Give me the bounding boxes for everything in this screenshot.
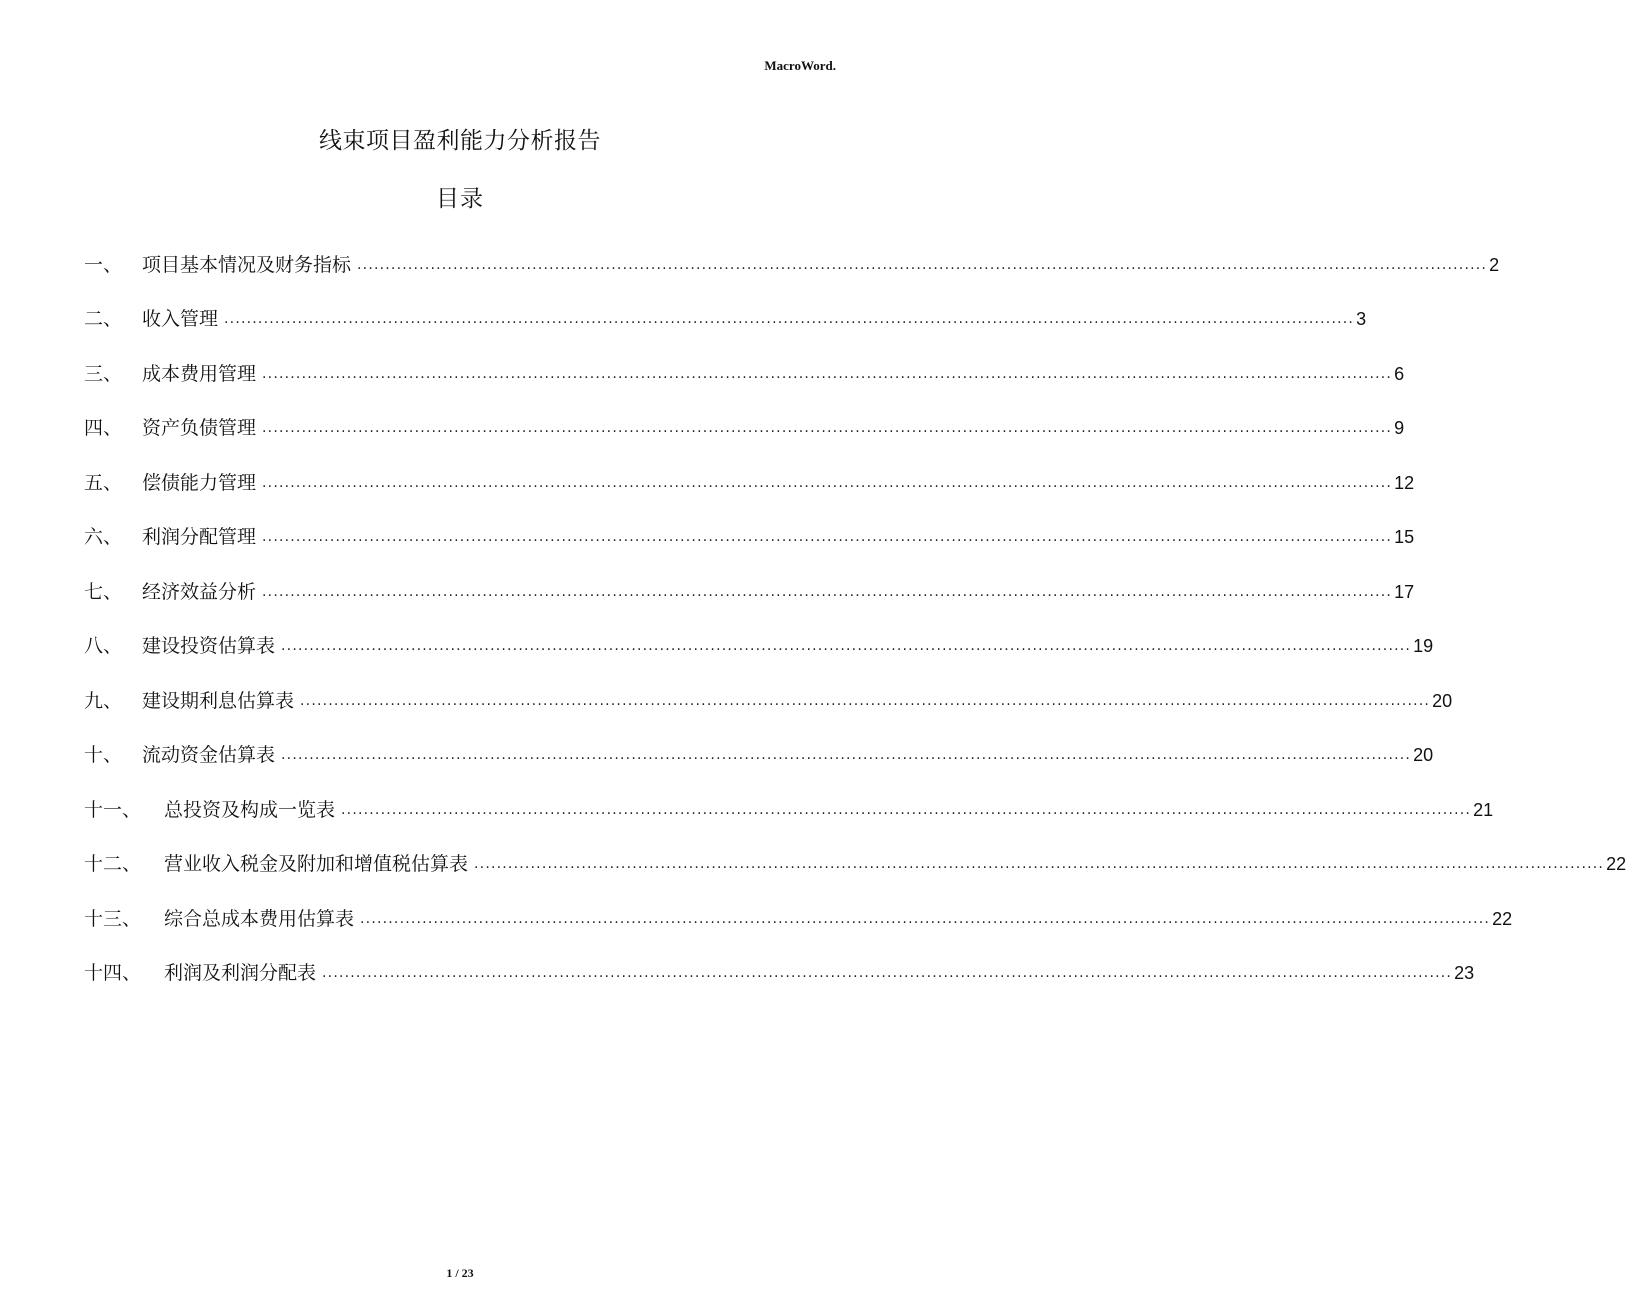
toc-item-title: 经济效益分析 (142, 580, 257, 603)
toc-item-page: 20 (1413, 745, 1434, 765)
toc-item-number: 八、 (84, 635, 123, 657)
toc-dot-leader: ........................................................................................................................................................................................................ (262, 583, 1393, 600)
toc-item-number: 七、 (84, 580, 123, 603)
toc-dot-leader: ........................................................................................................................................................................................................ (474, 856, 1605, 872)
toc-item-page: 3 (1356, 309, 1367, 329)
toc-item-title: 成本费用管理 (142, 362, 257, 385)
toc-item-page: 19 (1413, 636, 1434, 656)
toc-item-title: 流动资金估算表 (142, 744, 276, 766)
toc-item-title: 项目基本情况及财务指标 (142, 253, 352, 276)
toc-dot-leader: ........................................................................................................................................................................................................ (262, 474, 1393, 491)
toc-item-page: 22 (1606, 854, 1626, 874)
toc-item-number: 二、 (84, 308, 123, 330)
toc-item-page: 9 (1394, 418, 1405, 438)
toc-item-11[interactable] (84, 775, 1494, 830)
toc-item-2[interactable] (84, 285, 1367, 340)
toc-item-12[interactable] (84, 830, 1626, 885)
toc-item-10[interactable] (84, 721, 1434, 776)
toc-item-6[interactable] (84, 503, 1415, 558)
toc-dot-leader: ........................................................................................................................................................................................................ (281, 638, 1412, 654)
toc-item-title: 资产负债管理 (142, 417, 257, 439)
toc-item-7[interactable] (84, 557, 1415, 612)
toc-item-title: 偿债能力管理 (142, 471, 257, 494)
toc-item-number: 一、 (84, 253, 123, 276)
toc-item-number: 十二、 (84, 853, 142, 875)
toc-dot-leader: ........................................................................................................................................................................................................ (262, 365, 1393, 382)
toc-item-number: 三、 (84, 362, 123, 385)
toc-heading: 目录 (436, 186, 484, 212)
toc-dot-leader: ........................................................................................................................................................................................................ (300, 692, 1431, 709)
toc-item-title: 建设投资估算表 (142, 635, 276, 657)
toc-item-5[interactable] (84, 448, 1415, 503)
toc-dot-leader: ........................................................................................................................................................................................................ (357, 256, 1488, 273)
toc-item-title: 收入管理 (142, 308, 219, 330)
toc-item-number: 九、 (84, 689, 123, 712)
toc-item-page: 22 (1492, 908, 1513, 929)
toc-item-title: 营业收入税金及附加和增值税估算表 (164, 853, 469, 875)
header-brand: MacroWord. (764, 58, 836, 73)
toc-item-page: 2 (1489, 254, 1500, 275)
toc-dot-leader: ........................................................................................................................................................................................................ (281, 747, 1412, 763)
table-of-contents (84, 230, 1626, 993)
toc-item-number: 四、 (84, 417, 123, 439)
toc-item-4[interactable] (84, 394, 1405, 449)
toc-dot-leader: ........................................................................................................................................................................................................ (224, 311, 1355, 327)
toc-item-page: 17 (1394, 581, 1415, 602)
toc-item-8[interactable] (84, 612, 1434, 667)
toc-item-1[interactable] (84, 230, 1500, 285)
toc-item-title: 利润分配管理 (142, 526, 257, 548)
toc-dot-leader: ........................................................................................................................................................................................................ (341, 801, 1472, 818)
toc-item-number: 五、 (84, 471, 123, 494)
toc-item-page: 15 (1394, 527, 1415, 547)
toc-item-14[interactable] (84, 939, 1475, 994)
toc-item-title: 综合总成本费用估算表 (164, 907, 355, 930)
document-title: 线束项目盈利能力分析报告 (319, 128, 601, 154)
toc-dot-leader: ........................................................................................................................................................................................................ (322, 965, 1453, 981)
toc-dot-leader: ........................................................................................................................................................................................................ (262, 420, 1393, 436)
toc-item-page: 12 (1394, 472, 1415, 493)
toc-item-13[interactable] (84, 884, 1513, 939)
toc-item-3[interactable] (84, 339, 1405, 394)
toc-item-number: 十一、 (84, 798, 142, 821)
toc-item-page: 21 (1473, 799, 1494, 820)
toc-item-page: 23 (1454, 963, 1475, 983)
page-indicator: 1 / 23 (446, 1266, 474, 1280)
toc-item-title: 利润及利润分配表 (164, 962, 317, 984)
toc-item-number: 十三、 (84, 907, 142, 930)
toc-item-page: 20 (1432, 690, 1453, 711)
toc-item-title: 建设期利息估算表 (142, 689, 295, 712)
toc-item-title: 总投资及构成一览表 (164, 798, 336, 821)
toc-item-number: 十四、 (84, 962, 142, 984)
toc-item-9[interactable] (84, 666, 1453, 721)
toc-dot-leader: ........................................................................................................................................................................................................ (360, 910, 1491, 927)
toc-item-number: 六、 (84, 526, 123, 548)
toc-item-number: 十、 (84, 744, 123, 766)
toc-dot-leader: ........................................................................................................................................................................................................ (262, 529, 1393, 545)
toc-item-page: 6 (1394, 363, 1405, 384)
